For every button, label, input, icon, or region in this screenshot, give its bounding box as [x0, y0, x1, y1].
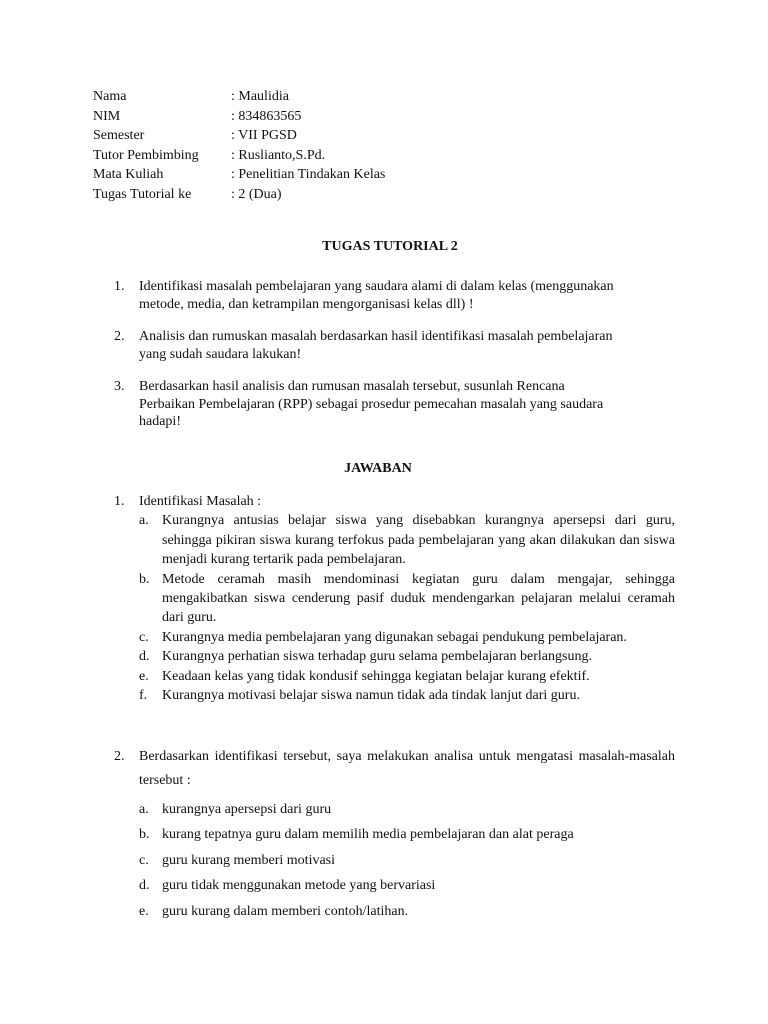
subitem-text: guru kurang memberi motivasi	[162, 852, 336, 868]
identity-value: : VII PGSD	[231, 128, 297, 144]
answer-subitem	[114, 647, 675, 666]
subitem-text: Kurangnya perhatian siswa terhadap guru selama pembelajaran berlangsung.	[162, 649, 592, 665]
question-line: yang sudah saudara lakukan!	[139, 346, 302, 362]
subitem-letter: b.	[139, 571, 150, 587]
subitem-letter: e.	[139, 903, 149, 919]
identity-label: Semester	[93, 128, 145, 144]
answer-intro: Berdasarkan identifikasi tersebut, saya melakukan analisa untuk mengatasi masalah-masalah tersebut :	[139, 749, 675, 788]
answer-subitem	[114, 667, 675, 686]
subitem-text: Kurangnya antusias belajar siswa yang disebabkan kurangnya apersepsi dari guru, sehingga pikiran siswa kurang terfokus pada pembelajaran yang akan dilakukan dan siswa menjadi kurang tertarik pada pembelajaran.	[162, 513, 675, 568]
subitem-text: kurangnya apersepsi dari guru	[162, 802, 332, 817]
identity-row	[93, 146, 385, 166]
answer-number: 1.	[114, 494, 125, 509]
answer-subitem	[114, 873, 675, 898]
subitem-text: guru tidak menggunakan metode yang bervariasi	[162, 878, 436, 894]
answer-subitem	[114, 822, 675, 847]
tugas-heading: TUGAS TUTORIAL 2	[322, 239, 458, 254]
subitem-letter: c.	[139, 629, 149, 645]
identity-label: Tutor Pembimbing	[93, 147, 199, 163]
question-item	[114, 378, 674, 431]
question-line: Identifikasi masalah pembelajaran yang saudara alami di dalam kelas (menggunakan	[139, 279, 614, 294]
answer-subitem	[114, 570, 675, 628]
answer-subitem	[114, 511, 675, 569]
identity-value: : Penelitian Tindakan Kelas	[231, 167, 386, 183]
answer-1	[114, 492, 675, 705]
question-item	[114, 328, 674, 363]
subitem-text: Kurangnya media pembelajaran yang digunakan sebagai pendukung pembelajaran.	[162, 629, 627, 645]
subitem-text: Kurangnya motivasi belajar siswa namun tidak ada tindak lanjut dari guru.	[162, 688, 580, 704]
answer-subitem	[114, 686, 675, 705]
subitem-letter: c.	[139, 852, 149, 868]
answer-2	[114, 745, 675, 924]
identity-row	[93, 126, 385, 146]
identity-label: Mata Kuliah	[93, 167, 164, 183]
question-number: 2.	[114, 329, 125, 344]
answer-subitem	[114, 628, 675, 647]
answer-subitem	[114, 848, 675, 873]
question-text	[139, 278, 674, 313]
subitem-letter: a.	[139, 513, 149, 529]
subitem-letter: d.	[139, 649, 150, 665]
identity-row	[93, 107, 385, 127]
identity-value: : 834863565	[231, 108, 302, 124]
identity-row	[93, 87, 385, 107]
subitem-letter: b.	[139, 827, 150, 843]
question-text	[139, 328, 674, 363]
question-line: Berdasarkan hasil analisis dan rumusan masalah tersebut, susunlah Rencana	[139, 379, 565, 394]
subitem-text: Keadaan kelas yang tidak kondusif sehingga kegiatan belajar kurang efektif.	[162, 668, 590, 684]
question-item	[114, 278, 674, 313]
answer-subitem	[114, 797, 675, 822]
subitem-letter: f.	[139, 688, 148, 704]
question-line: Perbaikan Pembelajaran (RPP) sebagai prosedur pemecahan masalah yang saudara	[139, 396, 604, 412]
question-line: metode, media, dan ketrampilan mengorganisasi kelas dll) !	[139, 296, 474, 312]
subitem-text: guru kurang dalam memberi contoh/latihan.	[162, 903, 409, 919]
identity-row	[93, 185, 385, 205]
identity-value: : Ruslianto,S.Pd.	[231, 147, 326, 163]
identity-label: Tugas Tutorial ke	[93, 186, 192, 202]
answer-number: 2.	[114, 749, 125, 764]
jawaban-heading: JAWABAN	[344, 461, 412, 476]
subitem-letter: a.	[139, 802, 149, 817]
subitem-text: Metode ceramah masih mendominasi kegiatan guru dalam mengajar, sehingga mengakibatkan siswa cenderung pasif duduk mendengarkan pelajaran melalui ceramah dari guru.	[162, 571, 675, 626]
answer-subitem	[114, 899, 675, 924]
identity-row	[93, 165, 385, 185]
identity-label: NIM	[93, 108, 121, 124]
question-line: hadapi!	[139, 414, 181, 430]
identity-label: Nama	[93, 89, 127, 104]
question-text	[139, 378, 674, 431]
answer-title: Identifikasi Masalah :	[139, 494, 262, 509]
subitem-letter: e.	[139, 668, 149, 684]
question-number: 1.	[114, 279, 125, 294]
identity-value: : Maulidia	[231, 89, 289, 104]
subitem-text: kurang tepatnya guru dalam memilih media pembelajaran dan alat peraga	[162, 827, 574, 843]
identity-block	[93, 87, 385, 205]
identity-value: : 2 (Dua)	[231, 186, 282, 202]
question-line: Analisis dan rumuskan masalah berdasarkan hasil identifikasi masalah pembelajaran	[139, 329, 613, 344]
question-number: 3.	[114, 379, 125, 394]
subitem-letter: d.	[139, 878, 150, 894]
